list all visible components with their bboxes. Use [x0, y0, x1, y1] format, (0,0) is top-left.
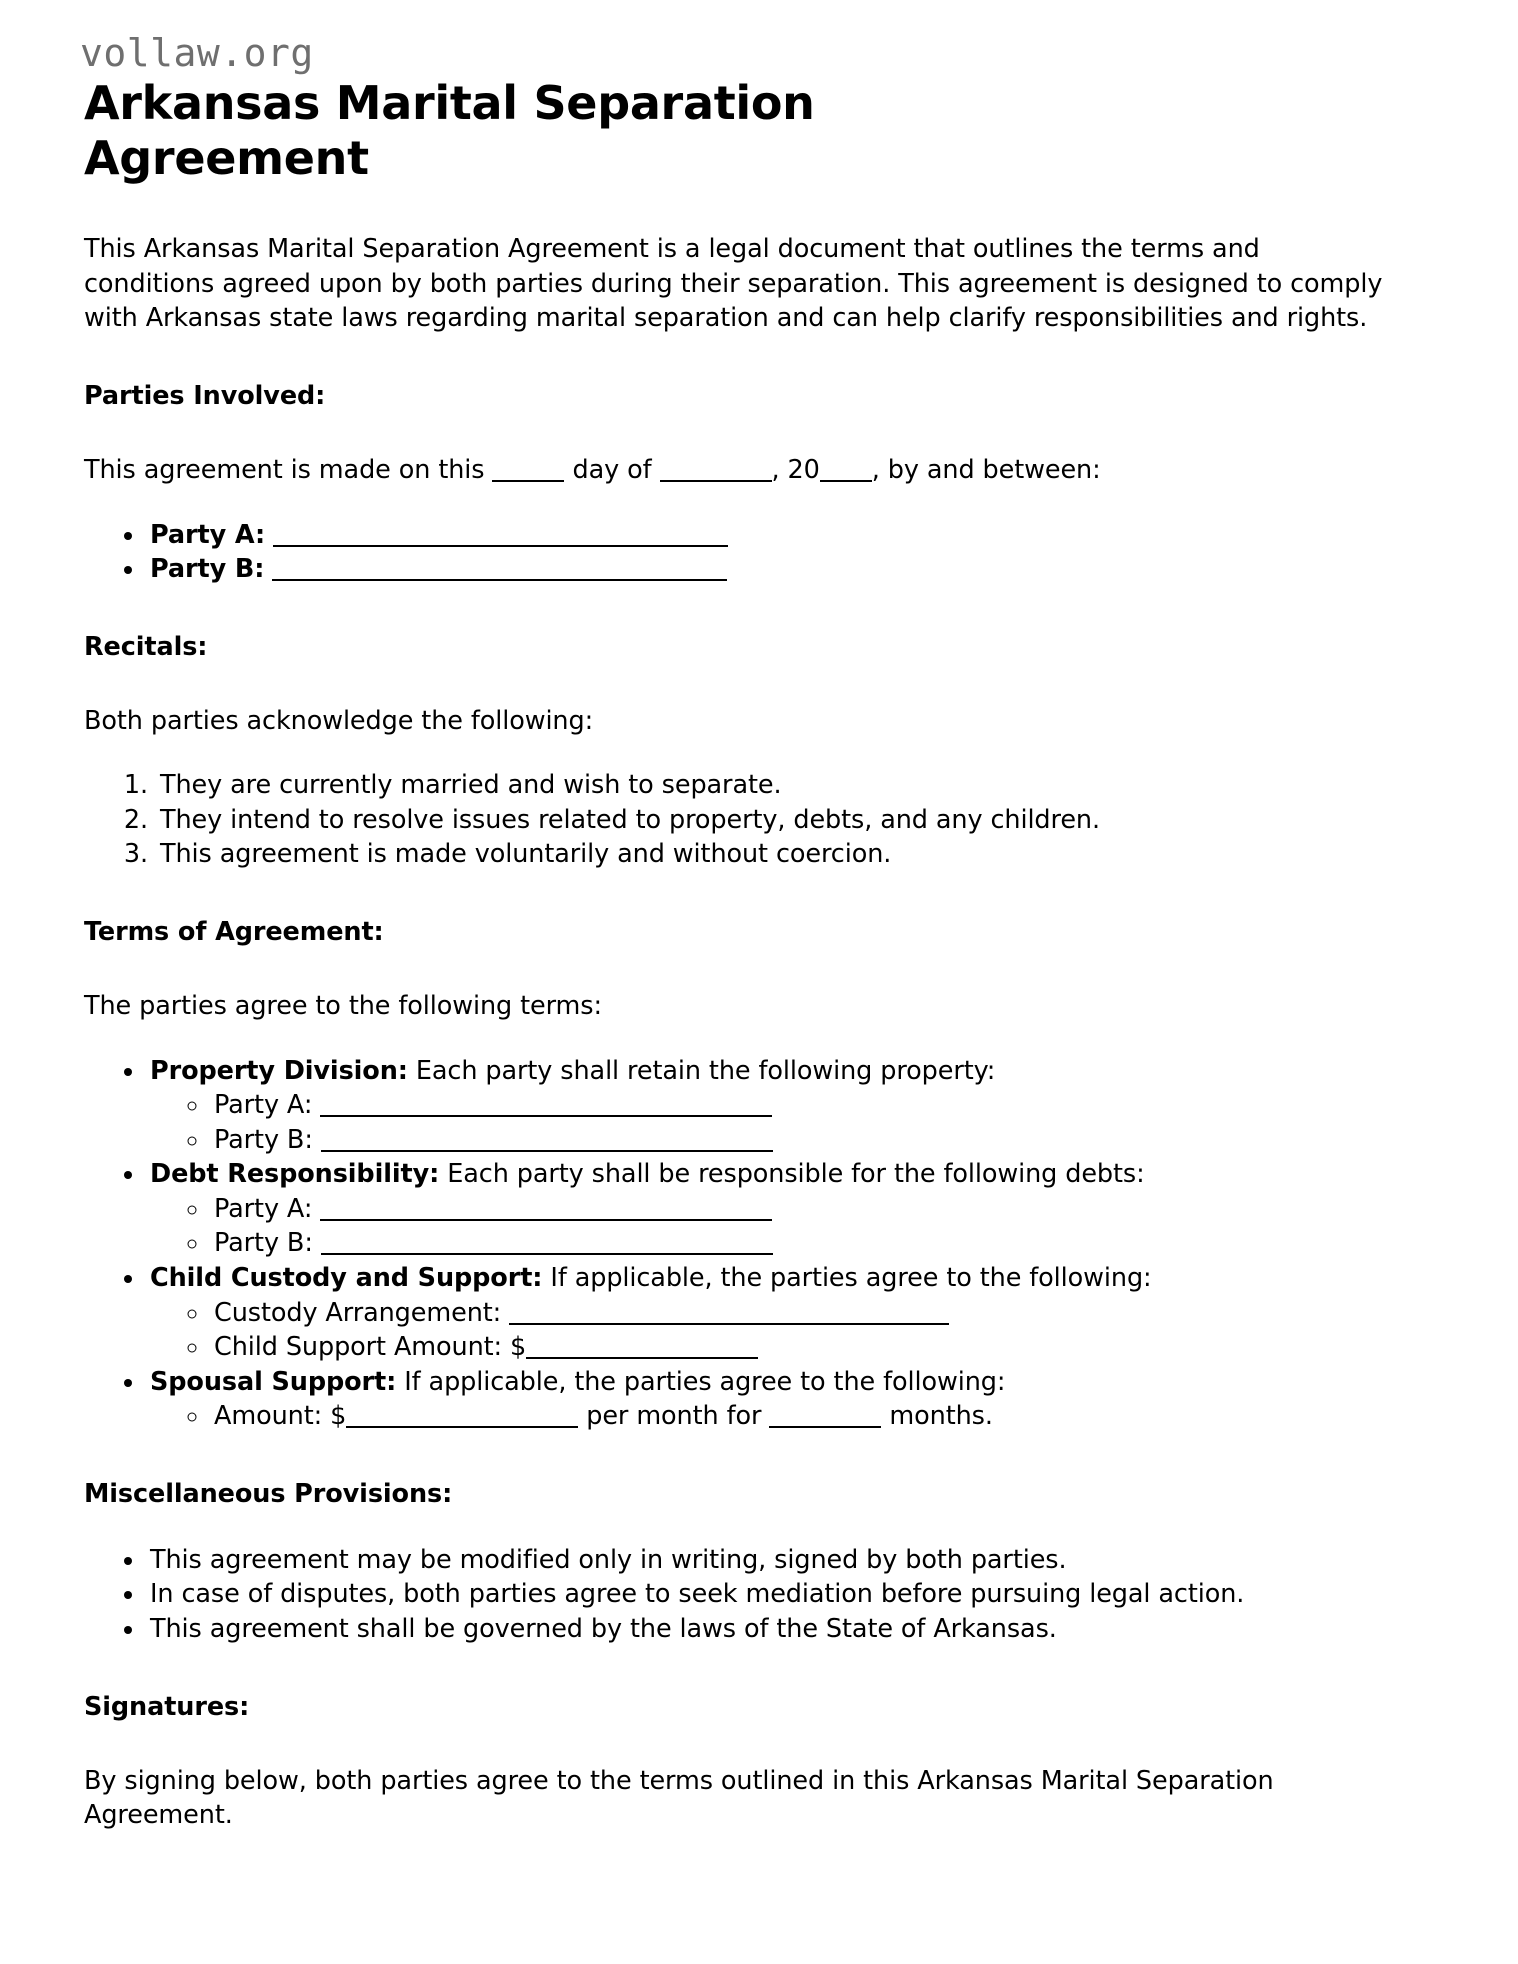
child-custody-sublist	[150, 1296, 1394, 1365]
spousal-amount-blank	[346, 1409, 578, 1428]
miscellaneous-list	[84, 1543, 1394, 1647]
debt-responsibility-text: Each party shall be responsible for the following debts:	[447, 1159, 1145, 1190]
list-item	[210, 1226, 1394, 1261]
property-division-text: Each party shall retain the following property:	[415, 1055, 996, 1086]
site-brand: vollaw.org	[80, 31, 314, 75]
custody-arrangement-blank	[509, 1306, 949, 1325]
party-b-label: Party B:	[150, 554, 265, 585]
list-item	[210, 1123, 1394, 1158]
child-support-amount-blank	[526, 1340, 758, 1359]
section-heading-miscellaneous: Miscellaneous Provisions:	[84, 1478, 453, 1509]
spousal-support-label: Spousal Support:	[150, 1366, 397, 1397]
list-item-spousal-support	[146, 1365, 1394, 1434]
spousal-amount-suffix: months.	[889, 1401, 993, 1432]
debt-party-a-label: Party A:	[214, 1193, 313, 1224]
party-b-blank	[272, 562, 727, 581]
recitals-lead: Both parties acknowledge the following:	[84, 705, 594, 736]
debt-party-a-blank	[320, 1202, 772, 1221]
property-party-b-blank	[321, 1133, 773, 1152]
debt-responsibility-sublist	[150, 1192, 1394, 1261]
list-item	[210, 1330, 1394, 1365]
parties-list	[84, 518, 1394, 587]
property-division-label: Property Division:	[150, 1055, 408, 1086]
section-heading-terms: Terms of Agreement:	[84, 917, 384, 948]
day-blank	[492, 463, 564, 482]
child-custody-label: Child Custody and Support:	[150, 1262, 543, 1293]
spousal-amount-label: Amount: $	[214, 1401, 347, 1432]
list-item: • This agreement may be modified only in writing, signed by both parties.	[146, 1543, 1394, 1578]
property-party-b-label: Party B:	[214, 1124, 313, 1155]
terms-lead: The parties agree to the following terms:	[84, 991, 602, 1022]
year-blank	[820, 463, 872, 482]
date-line-prefix: This agreement is made on this	[84, 455, 485, 486]
date-line-mid2: , 20	[771, 455, 820, 486]
agreement-date-line	[84, 453, 1394, 488]
document-content	[78, 232, 1394, 1832]
spousal-support-text: If applicable, the parties agree to the following:	[404, 1366, 1006, 1397]
debt-responsibility-label: Debt Responsibility:	[150, 1159, 440, 1190]
child-support-amount-label: Child Support Amount: $	[214, 1332, 527, 1363]
recitals-list	[84, 768, 1394, 872]
party-a-blank	[273, 528, 728, 547]
month-blank	[660, 463, 772, 482]
list-item	[210, 1399, 1394, 1434]
list-item: • In case of disputes, both parties agree to seek mediation before pursuing legal action.	[146, 1577, 1394, 1612]
debt-party-b-label: Party B:	[214, 1228, 313, 1259]
child-custody-text: If applicable, the parties agree to the following:	[550, 1262, 1152, 1293]
date-line-suffix: , by and between:	[871, 455, 1101, 486]
property-division-sublist	[150, 1088, 1394, 1157]
signatures-paragraph: By signing below, both parties agree to the terms outlined in this Arkansas Marital Separation Agreement.	[84, 1765, 1274, 1831]
list-item: 1. They are currently married and wish to separate.	[156, 768, 1394, 803]
custody-arrangement-label: Custody Arrangement:	[214, 1297, 502, 1328]
list-item: • This agreement shall be governed by the laws of the State of Arkansas.	[146, 1612, 1394, 1647]
terms-list	[84, 1054, 1394, 1434]
spousal-months-blank	[769, 1409, 881, 1428]
list-item	[146, 518, 1394, 553]
party-a-label: Party A:	[150, 519, 266, 550]
date-line-mid1: day of	[572, 455, 652, 486]
list-item: 2. They intend to resolve issues related to property, debts, and any children.	[156, 803, 1394, 838]
section-heading-recitals: Recitals:	[84, 631, 208, 662]
section-heading-parties-involved: Parties Involved:	[84, 380, 326, 411]
list-item	[210, 1192, 1394, 1227]
list-item	[210, 1296, 1394, 1331]
property-party-a-label: Party A:	[214, 1090, 313, 1121]
spousal-amount-mid: per month for	[586, 1401, 762, 1432]
list-item-child-custody-and-support	[146, 1261, 1394, 1365]
section-heading-signatures: Signatures:	[84, 1691, 250, 1722]
list-item-property-division	[146, 1054, 1394, 1158]
list-item: 3. This agreement is made voluntarily and without coercion.	[156, 837, 1394, 872]
list-item	[210, 1088, 1394, 1123]
debt-party-b-blank	[321, 1236, 773, 1255]
spousal-support-sublist	[150, 1399, 1394, 1434]
list-item	[146, 552, 1394, 587]
property-party-a-blank	[320, 1098, 772, 1117]
list-item-debt-responsibility	[146, 1157, 1394, 1261]
intro-paragraph: This Arkansas Marital Separation Agreement is a legal document that outlines the terms and conditions agreed upon by both parties during their separation. This agreement is designed to comply with Arkansas state laws regarding marital separation and can help clarify responsibilities and rights.	[84, 234, 1383, 334]
page-title: Arkansas Marital Separation Agreement	[84, 75, 815, 186]
